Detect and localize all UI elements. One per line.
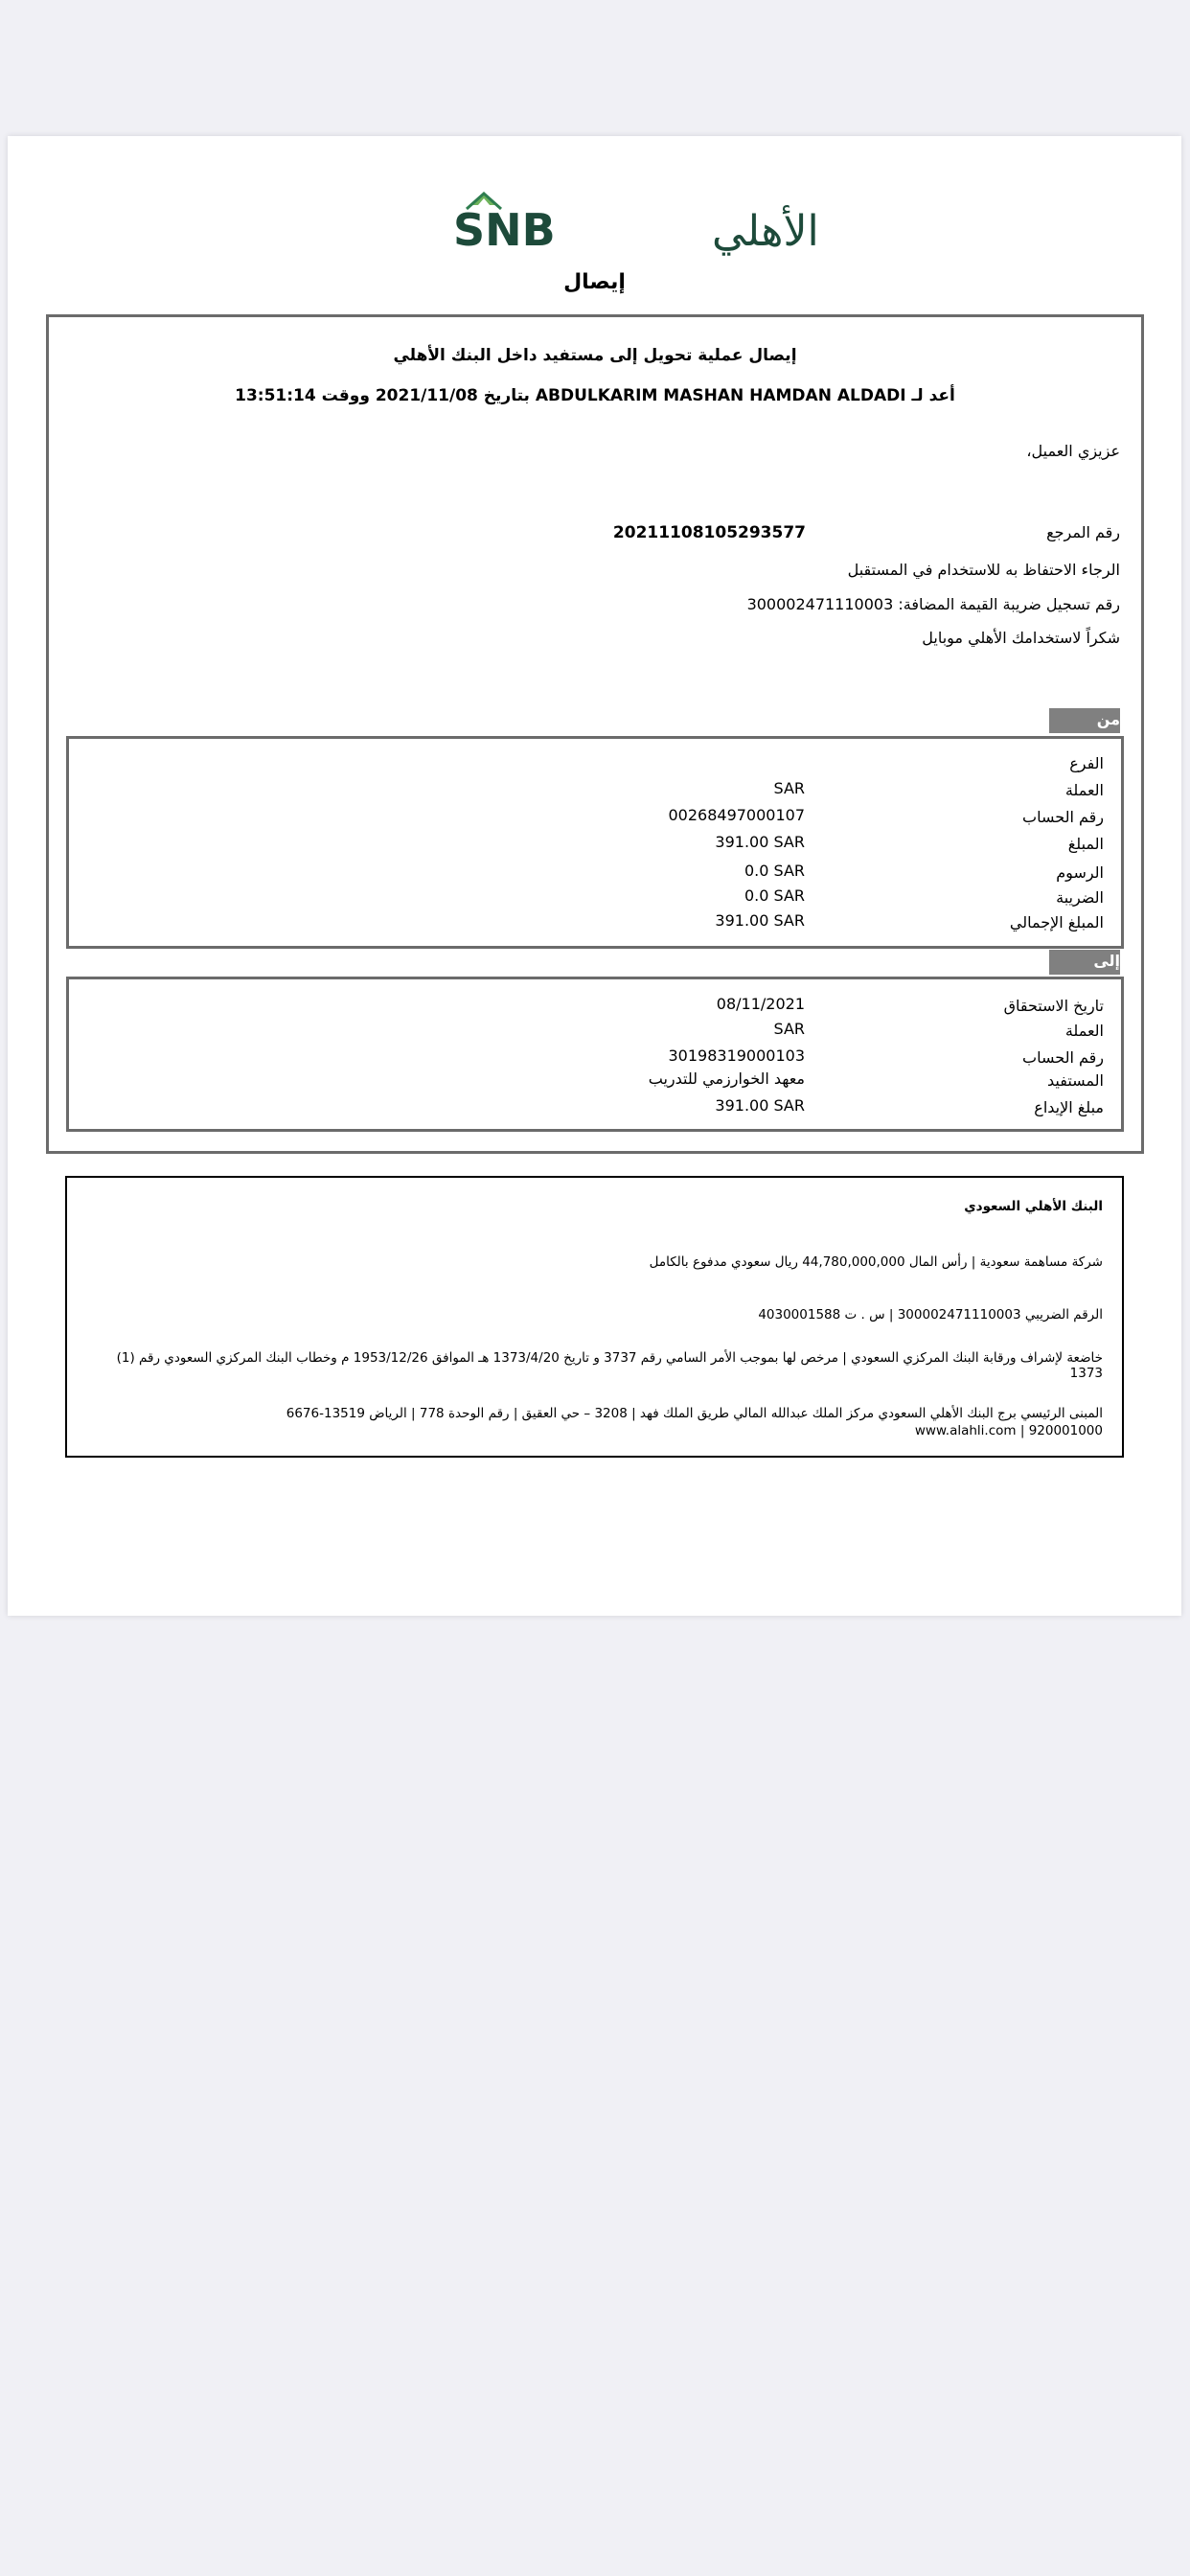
from-section-tag: من xyxy=(1049,708,1120,733)
thanks-note: شكراً لاستخدامك الأهلي موبايل xyxy=(922,629,1120,647)
to-row-label: العملة xyxy=(1064,1022,1104,1040)
bank-contact: 920001000 | www.alahli.com xyxy=(914,1423,1103,1438)
from-row-label: رقم الحساب xyxy=(1022,808,1104,826)
from-row-value: 391.00 SAR xyxy=(715,911,805,930)
bank-tax: الرقم الضريبي 300002471110003 | س . ت 4030001588 xyxy=(758,1307,1103,1322)
bank-footer xyxy=(65,1176,1124,1458)
from-row-label: العملة xyxy=(1064,781,1104,799)
from-row-label: الرسوم xyxy=(1056,863,1104,882)
reference-label: رقم المرجع xyxy=(1046,523,1120,541)
to-row-value: معهد الخوارزمي للتدريب xyxy=(648,1070,805,1088)
prepared-for-line: أعد لـ ABDULKARIM MASHAN HAMDAN ALDADI بتاريخ 2021/11/08 ووقت 13:51:14 xyxy=(235,386,955,405)
to-row-label: رقم الحساب xyxy=(1022,1048,1104,1067)
from-section-box xyxy=(66,736,1124,949)
snb-logo xyxy=(453,184,819,256)
transfer-details-box xyxy=(46,314,1144,1154)
reference-number: 20211108105293577 xyxy=(612,523,806,542)
bank-capital: شركة مساهمة سعودية | رأس المال 44,780,000,000 ريال سعودي مدفوع بالكامل xyxy=(649,1254,1103,1270)
keep-note: الرجاء الاحتفاظ به للاستخدام في المستقبل xyxy=(847,561,1120,579)
from-row-label: المبلغ xyxy=(1067,835,1104,853)
to-row-label: تاريخ الاستحقاق xyxy=(1003,997,1104,1015)
to-row-value: 08/11/2021 xyxy=(716,995,805,1013)
receipt-title: إيصال xyxy=(563,270,626,294)
from-row-value: 0.0 SAR xyxy=(744,886,805,905)
vat-note: رقم تسجيل ضريبة القيمة المضافة: 300002471110003 xyxy=(746,595,1120,613)
from-row-value: 00268497000107 xyxy=(668,806,805,824)
svg-text:SNB: SNB xyxy=(453,204,556,256)
greeting: عزيزي العميل، xyxy=(1026,442,1120,460)
svg-text:الأهلي: الأهلي xyxy=(712,207,819,256)
to-section-box xyxy=(66,977,1124,1132)
to-row-label: مبلغ الإيداع xyxy=(1034,1098,1104,1116)
to-row-label: المستفيد xyxy=(1047,1071,1104,1090)
bank-regulation: خاضعة لإشراف ورقابة البنك المركزي السعودي | مرخص لها بموجب الأمر السامي رقم 3737 و تاريخ 1373/4/20 هـ الموافق 1953/12/26 م وخطاب البنك المركزي السعودي رقم (1) 1373 xyxy=(116,1350,1103,1381)
to-row-value: 391.00 SAR xyxy=(715,1096,805,1115)
transfer-title: إيصال عملية تحويل إلى مستفيد داخل البنك الأهلي xyxy=(393,346,797,365)
from-row-label: الفرع xyxy=(1069,754,1104,772)
receipt-page xyxy=(8,136,1181,1616)
from-row-value: 391.00 SAR xyxy=(715,833,805,851)
from-row-label: المبلغ الإجمالي xyxy=(1009,913,1104,932)
to-row-value: 30198319000103 xyxy=(668,1046,805,1065)
to-row-value: SAR xyxy=(773,1020,805,1038)
to-section-tag: إلى xyxy=(1049,950,1120,975)
from-row-label: الضريبة xyxy=(1056,888,1104,907)
bank-address: المبنى الرئيسي برج البنك الأهلي السعودي مركز الملك عبدالله المالي طريق الملك فهد | 3208 – حي العقيق | رقم الوحدة 778 | الرياض 13519-6676 xyxy=(286,1406,1103,1421)
from-row-value: SAR xyxy=(773,779,805,797)
from-row-value: 0.0 SAR xyxy=(744,862,805,880)
bank-name: البنك الأهلي السعودي xyxy=(964,1199,1103,1214)
